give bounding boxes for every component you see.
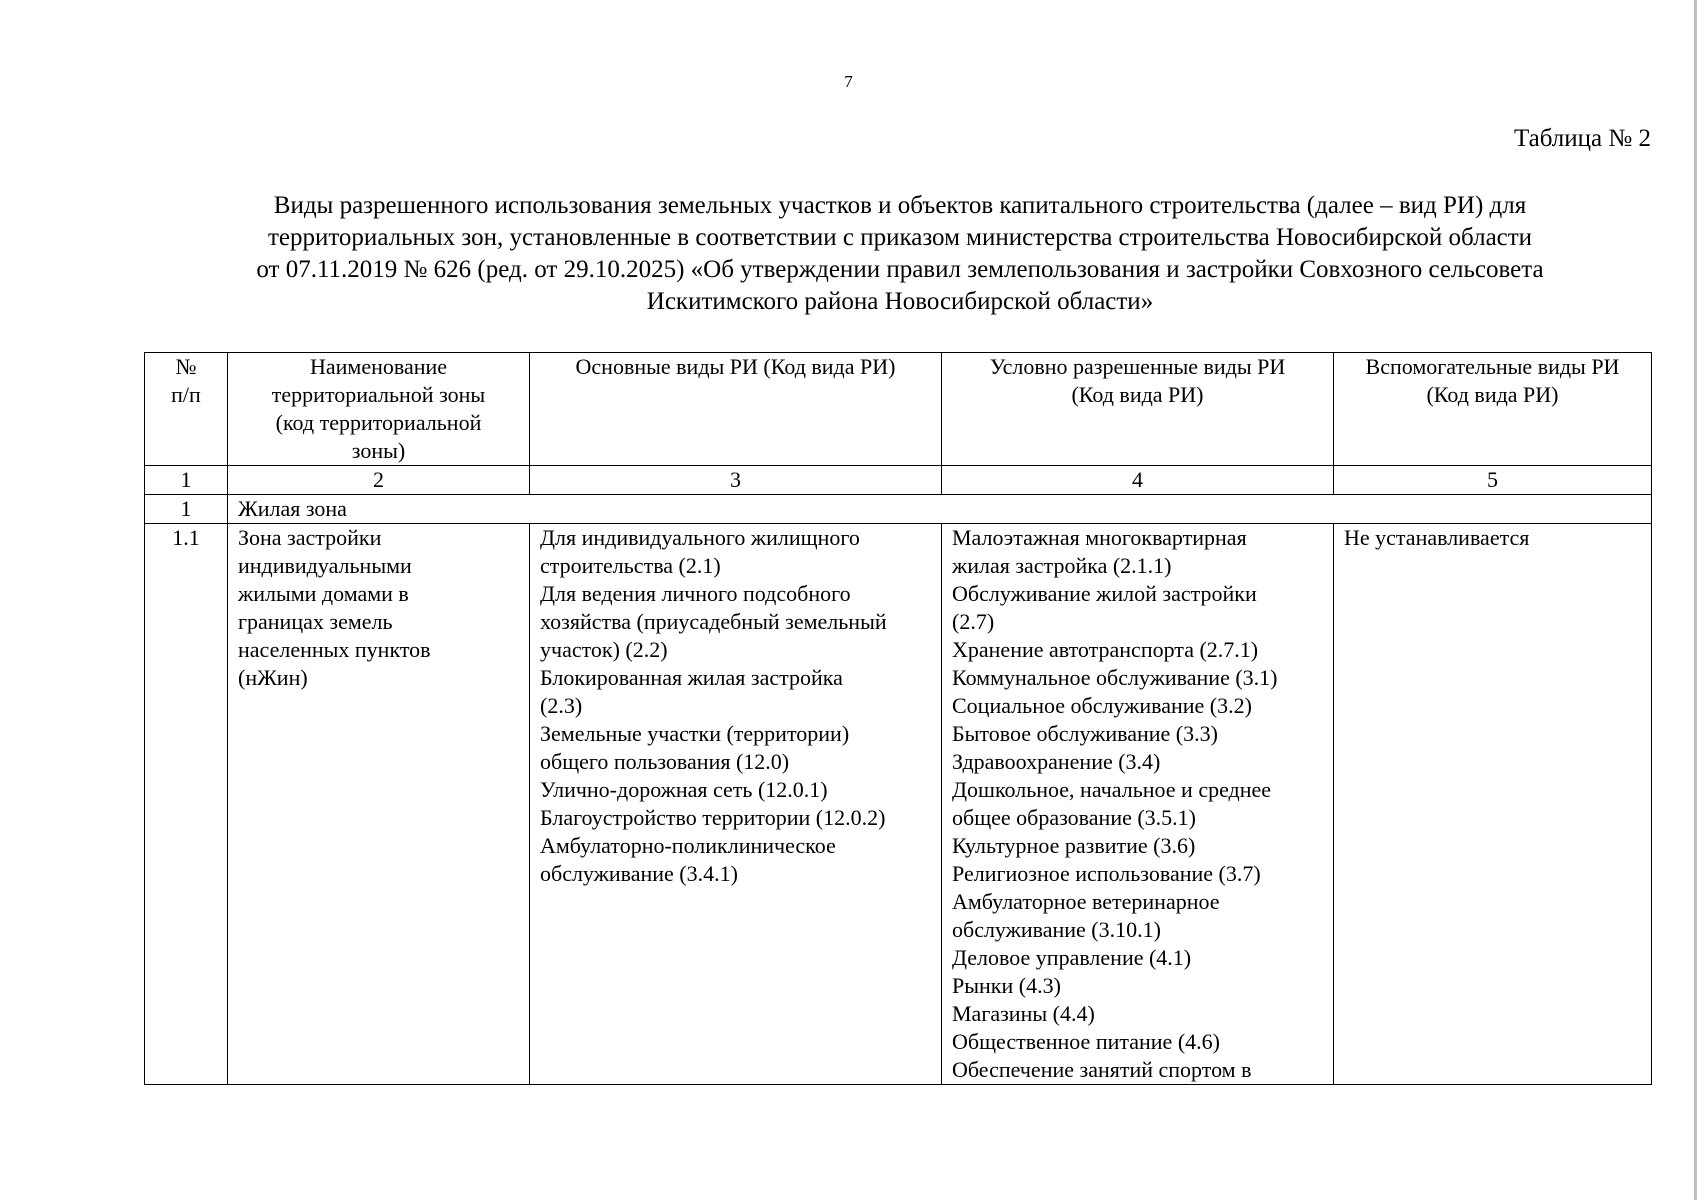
- title-line: Искитимского района Новосибирской области»: [646, 288, 1154, 315]
- column-number-row: [145, 466, 1652, 495]
- cell-line: (2.3): [540, 693, 583, 718]
- cell-line: жилыми домами в: [238, 581, 409, 606]
- header-zone-name: [228, 353, 530, 466]
- cell-line: хозяйства (приусадебный земельный: [540, 609, 887, 634]
- cell-line: Коммунальное обслуживание (3.1): [952, 665, 1278, 690]
- cell-line: Улично-дорожная сеть (12.0.1): [540, 777, 828, 802]
- cell-line: общее образование (3.5.1): [952, 805, 1197, 830]
- cell-line: Здравоохранение (3.4): [952, 749, 1161, 774]
- cell-line: Земельные участки (территории): [540, 721, 850, 746]
- cell-line: Рынки (4.3): [952, 973, 1061, 998]
- column-number: 2: [228, 466, 530, 495]
- document-title: [150, 190, 1650, 318]
- table-header-row: [145, 353, 1652, 466]
- cell-line: Магазины (4.4): [952, 1001, 1095, 1026]
- cell-line: Благоустройство территории (12.0.2): [540, 805, 886, 830]
- cell-line: (Код вида РИ): [1426, 382, 1559, 407]
- zone-name-cell: [228, 524, 530, 1085]
- auxiliary-uses-cell: [1334, 524, 1652, 1085]
- title-line: от 07.11.2019 № 626 (ред. от 29.10.2025) «Об утверждении правил землепользования и застройки Совхозного сельсовета: [256, 256, 1544, 283]
- cell-line: (код территориальной: [275, 410, 482, 435]
- cell-line: (2.7): [952, 609, 995, 634]
- cell-line: участок) (2.2): [540, 637, 668, 662]
- cell-line: Амбулаторно-поликлиническое: [540, 833, 836, 858]
- table-row: [145, 524, 1652, 1085]
- cell-line: Деловое управление (4.1): [952, 945, 1192, 970]
- column-number: 1: [145, 466, 228, 495]
- cell-line: Амбулаторное ветеринарное: [952, 889, 1220, 914]
- header-number: [145, 353, 228, 466]
- cell-line: обслуживание (3.10.1): [952, 917, 1161, 942]
- cell-line: (Код вида РИ): [1071, 382, 1204, 407]
- zone-group-row: [145, 495, 1652, 524]
- cell-line: Основные виды РИ (Код вида РИ): [575, 354, 896, 379]
- cell-line: Хранение автотранспорта (2.7.1): [952, 637, 1259, 662]
- header-auxiliary-uses: [1334, 353, 1652, 466]
- table-label: Таблица № 2: [1513, 125, 1651, 152]
- row-number: 1.1: [145, 524, 228, 1085]
- cell-line: Культурное развитие (3.6): [952, 833, 1196, 858]
- cell-line: №: [175, 354, 197, 379]
- title-line: территориальных зон, установленные в соответствии с приказом министерства строительства Новосибирской области: [267, 224, 1533, 251]
- cell-line: Дошкольное, начальное и среднее: [952, 777, 1272, 802]
- cell-line: Бытовое обслуживание (3.3): [952, 721, 1218, 746]
- cell-line: жилая застройка (2.1.1): [952, 553, 1172, 578]
- cell-line: Для ведения личного подсобного: [540, 581, 851, 606]
- cell-line: индивидуальными: [238, 553, 412, 578]
- zones-table: [144, 352, 1652, 1085]
- cell-line: границах земель: [238, 609, 393, 634]
- cell-line: Обеспечение занятий спортом в: [952, 1057, 1252, 1082]
- column-number: 3: [530, 466, 942, 495]
- cell-line: Социальное обслуживание (3.2): [952, 693, 1252, 718]
- cell-line: Для индивидуального жилищного: [540, 525, 860, 550]
- conditional-uses-cell: [942, 524, 1334, 1085]
- cell-line: Вспомогательные виды РИ: [1365, 354, 1620, 379]
- zone-group-name: Жилая зона: [228, 495, 1652, 524]
- cell-line: п/п: [171, 382, 201, 407]
- cell-line: строительства (2.1): [540, 553, 721, 578]
- column-number: 5: [1334, 466, 1652, 495]
- cell-line: зоны): [351, 438, 406, 463]
- cell-line: обслуживание (3.4.1): [540, 861, 738, 886]
- cell-line: территориальной зоны: [271, 382, 486, 407]
- cell-line: Религиозное использование (3.7): [952, 861, 1261, 886]
- cell-line: Не устанавливается: [1344, 525, 1530, 550]
- cell-line: Обслуживание жилой застройки: [952, 581, 1257, 606]
- header-main-uses: [530, 353, 942, 466]
- cell-line: населенных пунктов: [238, 637, 431, 662]
- cell-line: Общественное питание (4.6): [952, 1029, 1220, 1054]
- header-conditional-uses: [942, 353, 1334, 466]
- zone-group-number: 1: [145, 495, 228, 524]
- cell-line: Блокированная жилая застройка: [540, 665, 843, 690]
- cell-line: Наименование: [309, 354, 448, 379]
- cell-line: общего пользования (12.0): [540, 749, 790, 774]
- title-line: Виды разрешенного использования земельных участков и объектов капитального строительства (далее – вид РИ) для: [273, 192, 1527, 219]
- cell-line: (нЖин): [238, 665, 308, 690]
- page-number: 7: [844, 72, 853, 91]
- main-uses-cell: [530, 524, 942, 1085]
- column-number: 4: [942, 466, 1334, 495]
- cell-line: Малоэтажная многоквартирная: [952, 525, 1247, 550]
- cell-line: Условно разрешенные виды РИ: [989, 354, 1286, 379]
- cell-line: Зона застройки: [238, 525, 382, 550]
